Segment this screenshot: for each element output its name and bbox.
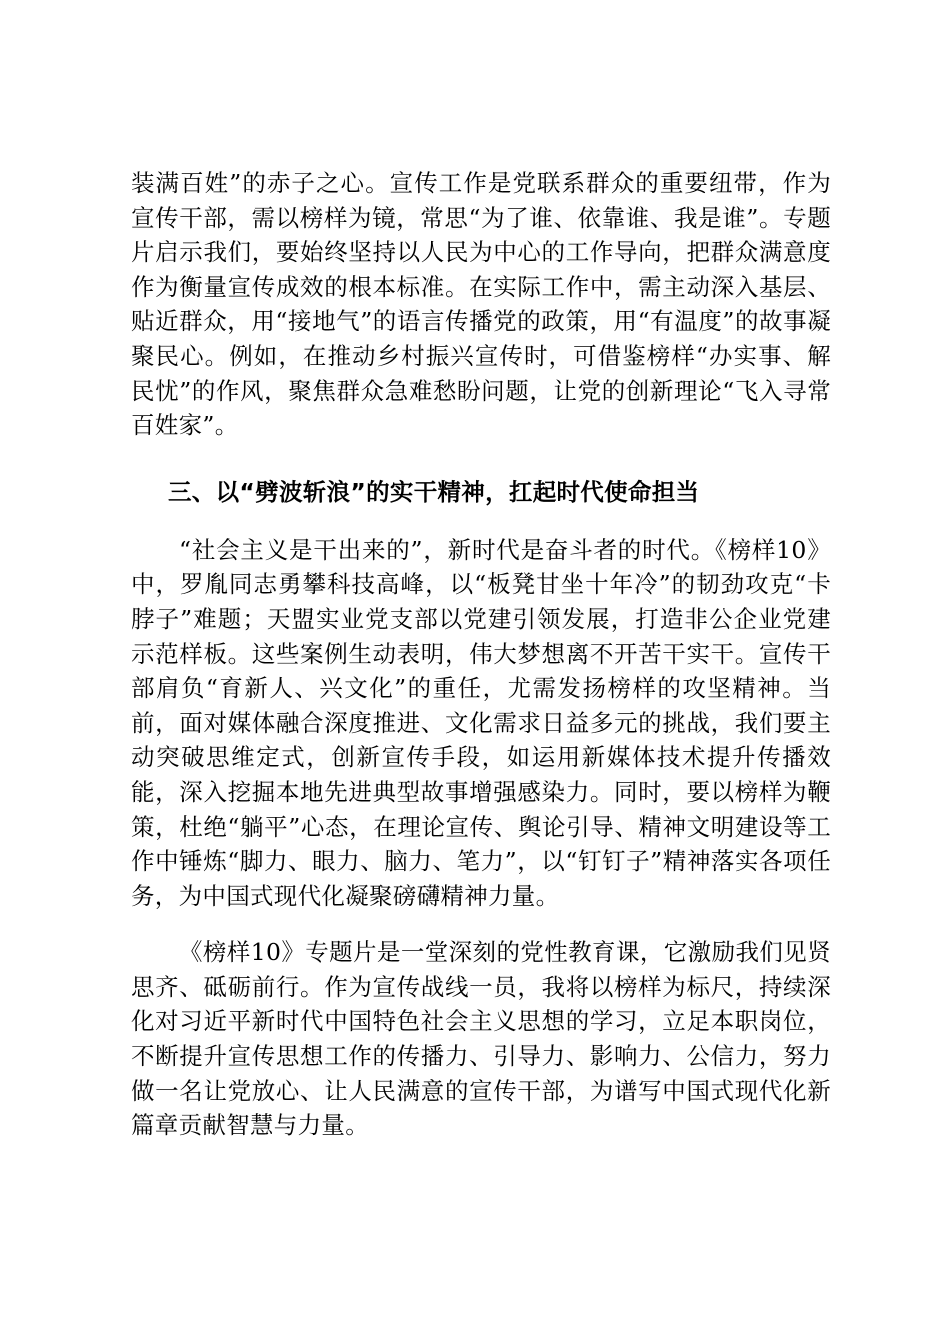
document-body — [131, 166, 831, 1143]
paragraph-section-3: “社会主义是干出来的”，新时代是奋斗者的时代。《榜样10》中，罗胤同志勇攀科技高峰，以“板凳甘坐十年冷”的韧劲攻克“卡脖子”难题；天盟实业党支部以党建引领发展，打造非公企业党建示范样板。这些案例生动表明，伟大梦想离不开苦干实干。宣传干部肩负“育新人、兴文化”的重任，尤需发扬榜样的攻坚精神。当前，面对媒体融合深度推进、文化需求日益多元的挑战，我们要主动突破思维定式，创新宣传手段，如运用新媒体技术提升传播效能，深入挖掘本地先进典型故事增强感染力。同时，要以榜样为鞭策，杜绝“躺平”心态，在理论宣传、舆论引导、精神文明建设等工作中锤炼“脚力、眼力、脑力、笔力”，以“钉钉子”精神落实各项任务，为中国式现代化凝聚磅礴精神力量。 — [131, 535, 831, 910]
paragraph-continuation: 装满百姓”的赤子之心。宣传工作是党联系群众的重要纽带，作为宣传干部，需以榜样为镜，常思“为了谁、依靠谁、我是谁”。专题片启示我们，要始终坚持以人民为中心的工作导向，把群众满意度作为衡量宣传成效的根本标准。在实际工作中，需主动深入基层、贴近群众，用“接地气”的语言传播党的政策，用“有温度”的故事凝聚民心。例如，在推动乡村振兴宣传时，可借鉴榜样“办实事、解民忧”的作风，聚焦群众急难愁盼问题，让党的创新理论“飞入寻常百姓家”。 — [131, 169, 831, 440]
paragraph-conclusion: 《榜样10》专题片是一堂深刻的党性教育课，它激励我们见贤思齐、砥砺前行。作为宣传战线一员，我将以榜样为标尺，持续深化对习近平新时代中国特色社会主义思想的学习，立足本职岗位，不断提升宣传思想工作的传播力、引导力、影响力、公信力，努力做一名让党放心、让人民满意的宣传干部，为谱写中国式现代化新篇章贡献智慧与力量。 — [131, 938, 831, 1140]
section-heading-3: 三、以“劈波斩浪”的实干精神，扛起时代使命担当 — [168, 477, 700, 506]
